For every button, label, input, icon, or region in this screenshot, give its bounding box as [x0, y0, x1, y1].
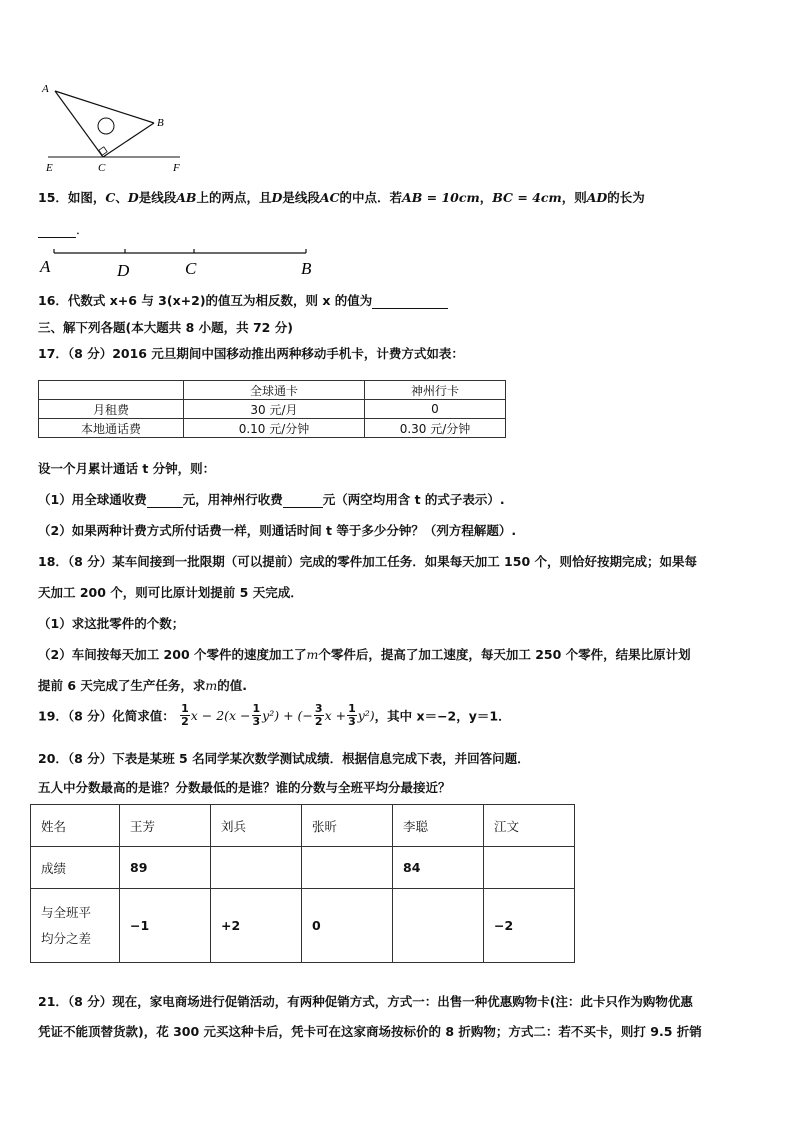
table-cell: 月租费 [39, 400, 184, 419]
fraction [347, 703, 357, 728]
scores-table [30, 804, 575, 963]
seg-label-a: A [40, 257, 51, 276]
q17-p1c: 元（两空均用含 t 的式子表示）. [322, 492, 505, 507]
q18-p2b: 个零件后，提高了加工速度，每天加工 250 个零件，结果比原计划 [318, 647, 691, 662]
table-cell[interactable] [302, 847, 393, 889]
table-cell: 神州行卡 [365, 381, 506, 400]
table-cell [39, 381, 184, 400]
q18-part1: （1）求这批零件的个数； [38, 616, 185, 631]
table-cell: 刘兵 [211, 805, 302, 847]
question-15 [38, 188, 645, 206]
q16-text: 16．代数式 x+6 与 3(x+2)的值互为相反数，则 x 的值为 [38, 293, 373, 308]
diff-label-line1: 与全班平 [41, 904, 92, 920]
fraction-numerator: 1 [252, 702, 261, 715]
q19-term1: x − 2(x − [190, 708, 251, 723]
segment-figure [36, 244, 326, 280]
side-bc [103, 123, 154, 157]
table-row [39, 419, 506, 438]
q15-cond2: BC = 4cm [492, 190, 562, 205]
question-20: 20．（8 分）下表是某班 5 名同学某次数学测试成绩．根据信息完成下表，并回答问题． [38, 751, 530, 766]
seg-label-b: B [301, 259, 312, 278]
table-cell: 0 [302, 889, 393, 963]
q17-blank-2[interactable] [283, 492, 323, 508]
fraction-denominator: 3 [252, 715, 261, 728]
table-cell: 王芳 [120, 805, 211, 847]
q19-prefix: 19．（8 分）化简求值： [38, 708, 175, 724]
q18-p3a: 提前 6 天完成了生产任务，求 [38, 678, 206, 693]
table-cell[interactable] [211, 847, 302, 889]
triangle-figure [30, 78, 200, 178]
q17-p1a: （1）用全球通收费 [38, 492, 147, 507]
table-cell: 30 元/月 [184, 400, 365, 419]
table-cell: −1 [120, 889, 211, 963]
label-c: C [98, 162, 106, 174]
fraction [314, 703, 324, 728]
q15-mid1: 是线段 [138, 190, 177, 205]
fraction-numerator: 3 [314, 702, 323, 715]
question-21-line2: 凭证不能顶替货款)，花 300 元买这种卡后，凭卡可在这家商场按标价的 8 折购物；方式二：若不买卡，则打 9.5 折销 [38, 1024, 702, 1039]
answer-blank[interactable] [38, 222, 76, 238]
fraction [252, 703, 262, 728]
q18-p2a: （2）车间按每天加工 200 个零件的速度加工了 [38, 647, 307, 662]
q19-suffix: ，其中 x＝−2，y＝1． [374, 708, 511, 724]
fraction-denominator: 3 [348, 715, 356, 728]
table-cell: 0.30 元/分钟 [365, 419, 506, 438]
table-cell: 成绩 [31, 847, 120, 889]
seg-label-d: D [117, 261, 130, 280]
q15-ab: AB [176, 190, 197, 205]
q18-m2: m [205, 678, 218, 693]
side-ac [55, 91, 103, 157]
fraction-numerator: 1 [348, 702, 356, 715]
table-cell: −2 [484, 889, 575, 963]
diff-label-line2: 均分之差 [41, 930, 92, 946]
q20-question: 五人中分数最高的是谁？分数最低的是谁？谁的分数与全班平均分最接近？ [38, 780, 451, 795]
question-19 [38, 703, 511, 728]
table-row [31, 805, 575, 847]
table-cell: 全球通卡 [184, 381, 365, 400]
q15-d2: D [271, 190, 283, 205]
q16-blank[interactable] [372, 293, 448, 309]
table-cell: 江文 [484, 805, 575, 847]
q17-part2: （2）如果两种计费方式所付话费一样，则通话时间 t 等于多少分钟？（列方程解题）. [38, 523, 517, 538]
q15-d: D [127, 190, 139, 205]
table-cell: 张昕 [302, 805, 393, 847]
label-e: E [46, 162, 53, 174]
q15-mid3: 是线段 [282, 190, 320, 205]
fraction-numerator: 1 [181, 702, 189, 715]
question-16 [38, 291, 448, 309]
q15-ac: AC [319, 190, 340, 205]
q15-end: ． [76, 222, 89, 237]
table-row [39, 400, 506, 419]
table-cell[interactable] [393, 889, 484, 963]
q18-part3 [38, 676, 247, 694]
q17-p1b: 元，用神州行收费 [182, 492, 283, 507]
question-18-line1: 18．（8 分）某车间接到一批限期（可以提前）完成的零件加工任务．如果每天加工 150 个，则恰好按期完成；如果每 [38, 554, 697, 569]
label-b: B [157, 117, 164, 129]
q15-answer-line [38, 220, 89, 238]
q15-sep: 、 [115, 190, 128, 205]
q19-term2: y²) + (− [262, 708, 313, 723]
q18-p3b: 的值. [217, 678, 248, 693]
q15-suffix: 的长为 [607, 190, 645, 205]
q18-part2 [38, 645, 691, 663]
fraction-denominator: 2 [314, 715, 323, 728]
q18-m1: m [306, 647, 319, 662]
seg-label-c: C [185, 259, 197, 278]
q15-prefix: 15．如图， [38, 190, 106, 205]
inner-circle [98, 118, 114, 134]
table-cell: 89 [120, 847, 211, 889]
table-cell[interactable] [484, 847, 575, 889]
section-heading: 三、解下列各题(本大题共 8 小题，共 72 分) [38, 320, 293, 335]
q15-ad: AD [586, 190, 608, 205]
q15-c: C [105, 190, 116, 205]
table-cell: 姓名 [31, 805, 120, 847]
table-cell: 84 [393, 847, 484, 889]
label-a: A [42, 83, 49, 95]
billing-table [38, 380, 506, 438]
q15-comma: ， [479, 190, 493, 205]
question-17: 17．（8 分）2016 元旦期间中国移动推出两种移动手机卡，计费方式如表： [38, 346, 464, 361]
table-row [31, 847, 575, 889]
table-cell: 本地通话费 [39, 419, 184, 438]
table-cell: 李聪 [393, 805, 484, 847]
fraction [180, 703, 190, 728]
question-21-line1: 21．（8 分）现在，家电商场进行促销活动，有两种促销方式，方式一：出售一种优惠购物卡(注：此卡只作为购物优惠 [38, 994, 693, 1009]
table-cell: +2 [211, 889, 302, 963]
q15-mid2: 上的两点，且 [196, 190, 272, 205]
table-cell: 0.10 元/分钟 [184, 419, 365, 438]
table-row [39, 381, 506, 400]
q19-term4: y²) [357, 708, 375, 723]
label-f: F [173, 162, 180, 174]
table-cell: 0 [365, 400, 506, 419]
question-18-line2: 天加工 200 个，则可比原计划提前 5 天完成． [38, 585, 303, 600]
q15-cond1: AB = 10cm [402, 190, 480, 205]
q19-term3: x + [324, 708, 347, 723]
q17-part1 [38, 490, 505, 508]
fraction-denominator: 2 [181, 715, 189, 728]
table-row [31, 889, 575, 963]
table-cell [31, 889, 120, 963]
q17-intro: 设一个月累计通话 t 分钟，则： [38, 461, 216, 476]
q15-mid5: ，则 [561, 190, 587, 205]
q15-mid4: 的中点．若 [339, 190, 403, 205]
q17-blank-1[interactable] [147, 492, 183, 508]
